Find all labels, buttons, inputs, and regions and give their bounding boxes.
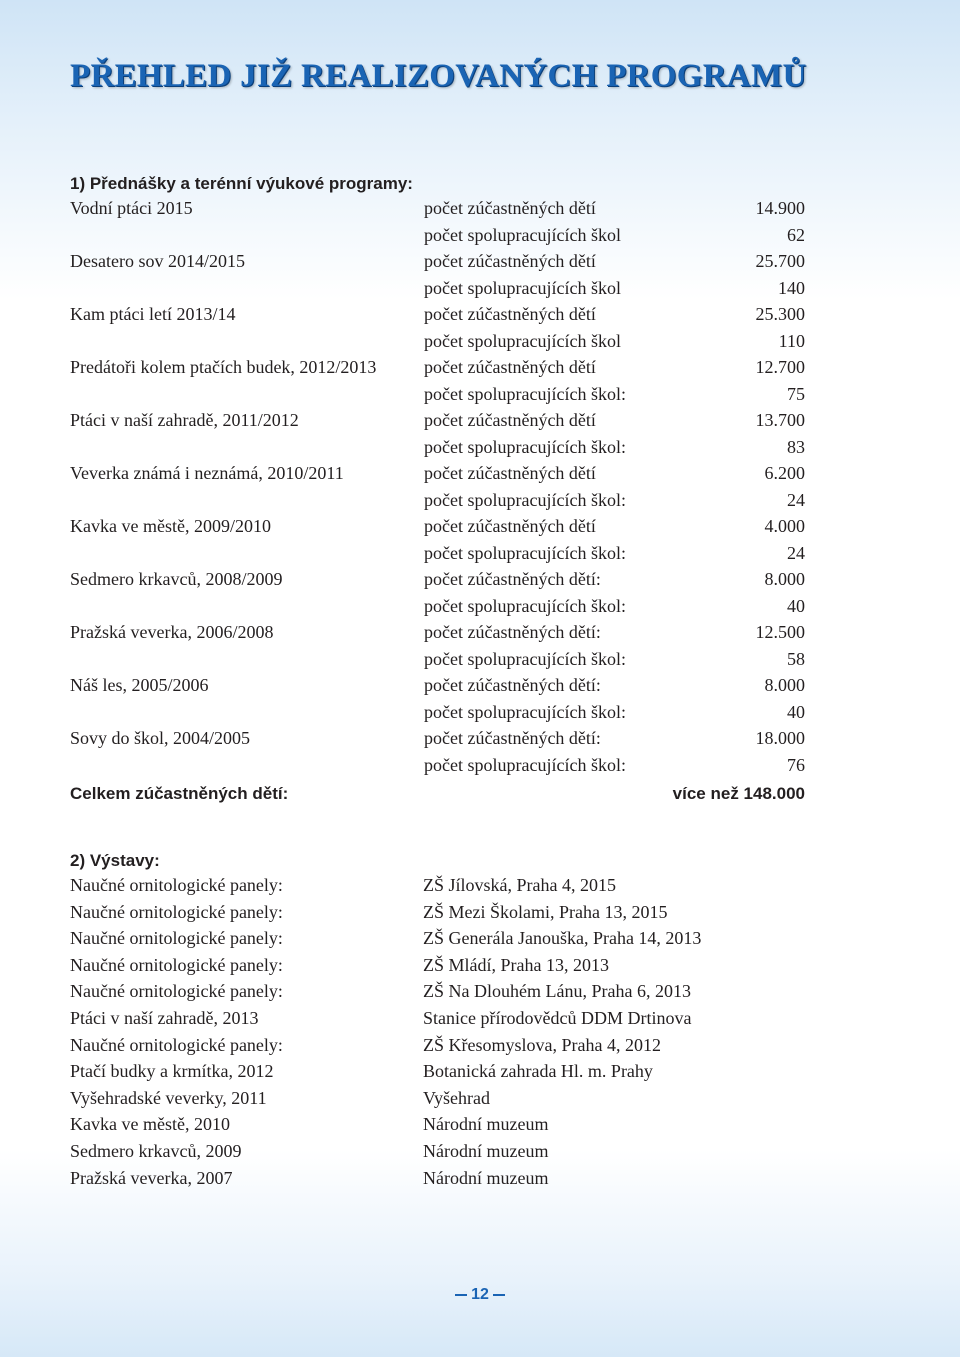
program-row <box>70 673 805 726</box>
exhibition-location: ZŠ Jílovská, Praha 4, 2015 <box>423 875 616 895</box>
total-value: více než 148.000 <box>672 784 805 803</box>
schools-label: počet spolupracujících škol: <box>424 384 626 404</box>
children-label: počet zúčastněných dětí: <box>424 728 601 748</box>
exhibition-name: Naučné ornitologické panely: <box>70 1034 283 1055</box>
schools-count: 40 <box>787 702 805 722</box>
children-label: počet zúčastněných dětí <box>424 357 596 377</box>
program-row <box>70 196 805 249</box>
exhibition-location: ZŠ Křesomyslova, Praha 4, 2012 <box>423 1034 661 1055</box>
program-row <box>70 567 805 620</box>
schools-count: 24 <box>787 490 805 510</box>
children-count: 12.700 <box>755 357 805 377</box>
schools-label: počet spolupracujících škol: <box>424 649 626 669</box>
exhibition-name: Pražská veverka, 2007 <box>70 1167 233 1188</box>
program-name: Desatero sov 2014/2015 <box>70 251 245 271</box>
total-label: Celkem zúčastněných dětí: <box>70 784 289 803</box>
exhibition-row <box>70 1059 770 1086</box>
program-row <box>70 302 805 355</box>
exhibition-row <box>70 953 770 980</box>
page-number <box>0 1286 960 1304</box>
schools-count: 24 <box>787 543 805 563</box>
exhibition-row <box>70 873 770 900</box>
children-label: počet zúčastněných dětí: <box>424 569 601 589</box>
schools-count: 40 <box>787 596 805 616</box>
exhibition-row <box>70 1033 770 1060</box>
schools-count: 76 <box>787 755 805 775</box>
exhibition-location: Vyšehrad <box>423 1087 490 1108</box>
exhibition-location: Botanická zahrada Hl. m. Prahy <box>423 1061 653 1082</box>
section-heading-exhibitions: 2) Výstavy: <box>70 851 160 870</box>
schools-label: počet spolupracujících škol <box>424 278 621 298</box>
exhibition-list <box>70 873 770 1192</box>
schools-label: počet spolupracujících škol: <box>424 596 626 616</box>
exhibition-location: Národní muzeum <box>423 1114 549 1135</box>
exhibition-name: Sedmero krkavců, 2009 <box>70 1140 242 1161</box>
children-count: 12.500 <box>755 622 805 642</box>
program-name: Pražská veverka, 2006/2008 <box>70 622 274 642</box>
exhibition-name: Ptačí budky a krmítka, 2012 <box>70 1061 274 1082</box>
program-row <box>70 514 805 567</box>
children-count: 14.900 <box>755 198 805 218</box>
children-count: 18.000 <box>755 728 805 748</box>
schools-label: počet spolupracujících škol: <box>424 543 626 563</box>
program-name: Kam ptáci letí 2013/14 <box>70 304 236 324</box>
exhibition-name: Naučné ornitologické panely: <box>70 875 283 895</box>
program-name: Predátoři kolem ptačích budek, 2012/2013 <box>70 357 377 377</box>
exhibition-row <box>70 1139 770 1166</box>
exhibition-row <box>70 979 770 1006</box>
total-row <box>70 780 805 808</box>
program-name: Kavka ve městě, 2009/2010 <box>70 516 271 536</box>
program-row <box>70 249 805 302</box>
schools-label: počet spolupracujících škol: <box>424 437 626 457</box>
exhibition-name: Naučné ornitologické panely: <box>70 954 283 975</box>
children-count: 25.300 <box>755 304 805 324</box>
exhibition-location: Národní muzeum <box>423 1140 549 1161</box>
exhibition-row <box>70 1006 770 1033</box>
exhibition-location: ZŠ Generála Janouška, Praha 14, 2013 <box>423 928 702 949</box>
exhibition-name: Naučné ornitologické panely: <box>70 981 283 1002</box>
children-count: 8.000 <box>764 569 805 589</box>
program-name: Sedmero krkavců, 2008/2009 <box>70 569 283 589</box>
exhibition-row <box>70 926 770 953</box>
children-count: 4.000 <box>764 516 805 536</box>
schools-label: počet spolupracujících škol: <box>424 755 626 775</box>
section-heading-lectures: 1) Přednášky a terénní výukové programy: <box>70 174 413 193</box>
schools-count: 62 <box>787 225 805 245</box>
schools-label: počet spolupracujících škol <box>424 225 621 245</box>
exhibition-row <box>70 1166 770 1193</box>
schools-label: počet spolupracujících škol: <box>424 490 626 510</box>
program-name: Náš les, 2005/2006 <box>70 675 209 695</box>
children-count: 8.000 <box>764 675 805 695</box>
page-number-value: 12 <box>471 1286 489 1303</box>
exhibition-location: ZŠ Na Dlouhém Lánu, Praha 6, 2013 <box>423 981 691 1002</box>
children-label: počet zúčastněných dětí: <box>424 675 601 695</box>
exhibition-row <box>70 1112 770 1139</box>
program-name: Sovy do škol, 2004/2005 <box>70 728 251 748</box>
children-label: počet zúčastněných dětí <box>424 463 596 483</box>
schools-count: 75 <box>787 384 805 404</box>
program-name: Ptáci v naší zahradě, 2011/2012 <box>70 410 299 430</box>
exhibition-name: Vyšehradské veverky, 2011 <box>70 1087 267 1108</box>
exhibition-location: Národní muzeum <box>423 1167 549 1188</box>
exhibition-row <box>70 1086 770 1113</box>
children-count: 13.700 <box>755 410 805 430</box>
schools-count: 83 <box>787 437 805 457</box>
children-label: počet zúčastněných dětí <box>424 251 596 271</box>
program-name: Vodní ptáci 2015 <box>70 198 193 218</box>
program-row <box>70 726 805 779</box>
schools-count: 58 <box>787 649 805 669</box>
program-row <box>70 620 805 673</box>
program-list <box>70 196 805 779</box>
page-title: PŘEHLED JIŽ REALIZOVANÝCH PROGRAMŮ <box>70 58 807 94</box>
exhibition-location: ZŠ Mládí, Praha 13, 2013 <box>423 954 609 975</box>
program-name: Veverka známá i neznámá, 2010/2011 <box>70 463 344 483</box>
children-label: počet zúčastněných dětí <box>424 304 596 324</box>
dash-right <box>493 1294 505 1296</box>
children-count: 25.700 <box>755 251 805 271</box>
program-row <box>70 355 805 408</box>
exhibition-row <box>70 900 770 927</box>
program-row <box>70 461 805 514</box>
children-label: počet zúčastněných dětí <box>424 198 596 218</box>
schools-count: 110 <box>778 331 805 351</box>
schools-label: počet spolupracujících škol <box>424 331 621 351</box>
children-label: počet zúčastněných dětí <box>424 410 596 430</box>
schools-label: počet spolupracujících škol: <box>424 702 626 722</box>
exhibition-location: Stanice přírodovědců DDM Drtinova <box>423 1007 692 1028</box>
exhibition-location: ZŠ Mezi Školami, Praha 13, 2015 <box>423 901 668 922</box>
program-row <box>70 408 805 461</box>
exhibition-name: Naučné ornitologické panely: <box>70 901 283 922</box>
schools-count: 140 <box>778 278 805 298</box>
children-label: počet zúčastněných dětí: <box>424 622 601 642</box>
exhibition-name: Kavka ve městě, 2010 <box>70 1114 230 1135</box>
children-label: počet zúčastněných dětí <box>424 516 596 536</box>
exhibition-name: Naučné ornitologické panely: <box>70 928 283 949</box>
children-count: 6.200 <box>764 463 805 483</box>
dash-left <box>455 1294 467 1296</box>
exhibition-name: Ptáci v naší zahradě, 2013 <box>70 1007 259 1028</box>
